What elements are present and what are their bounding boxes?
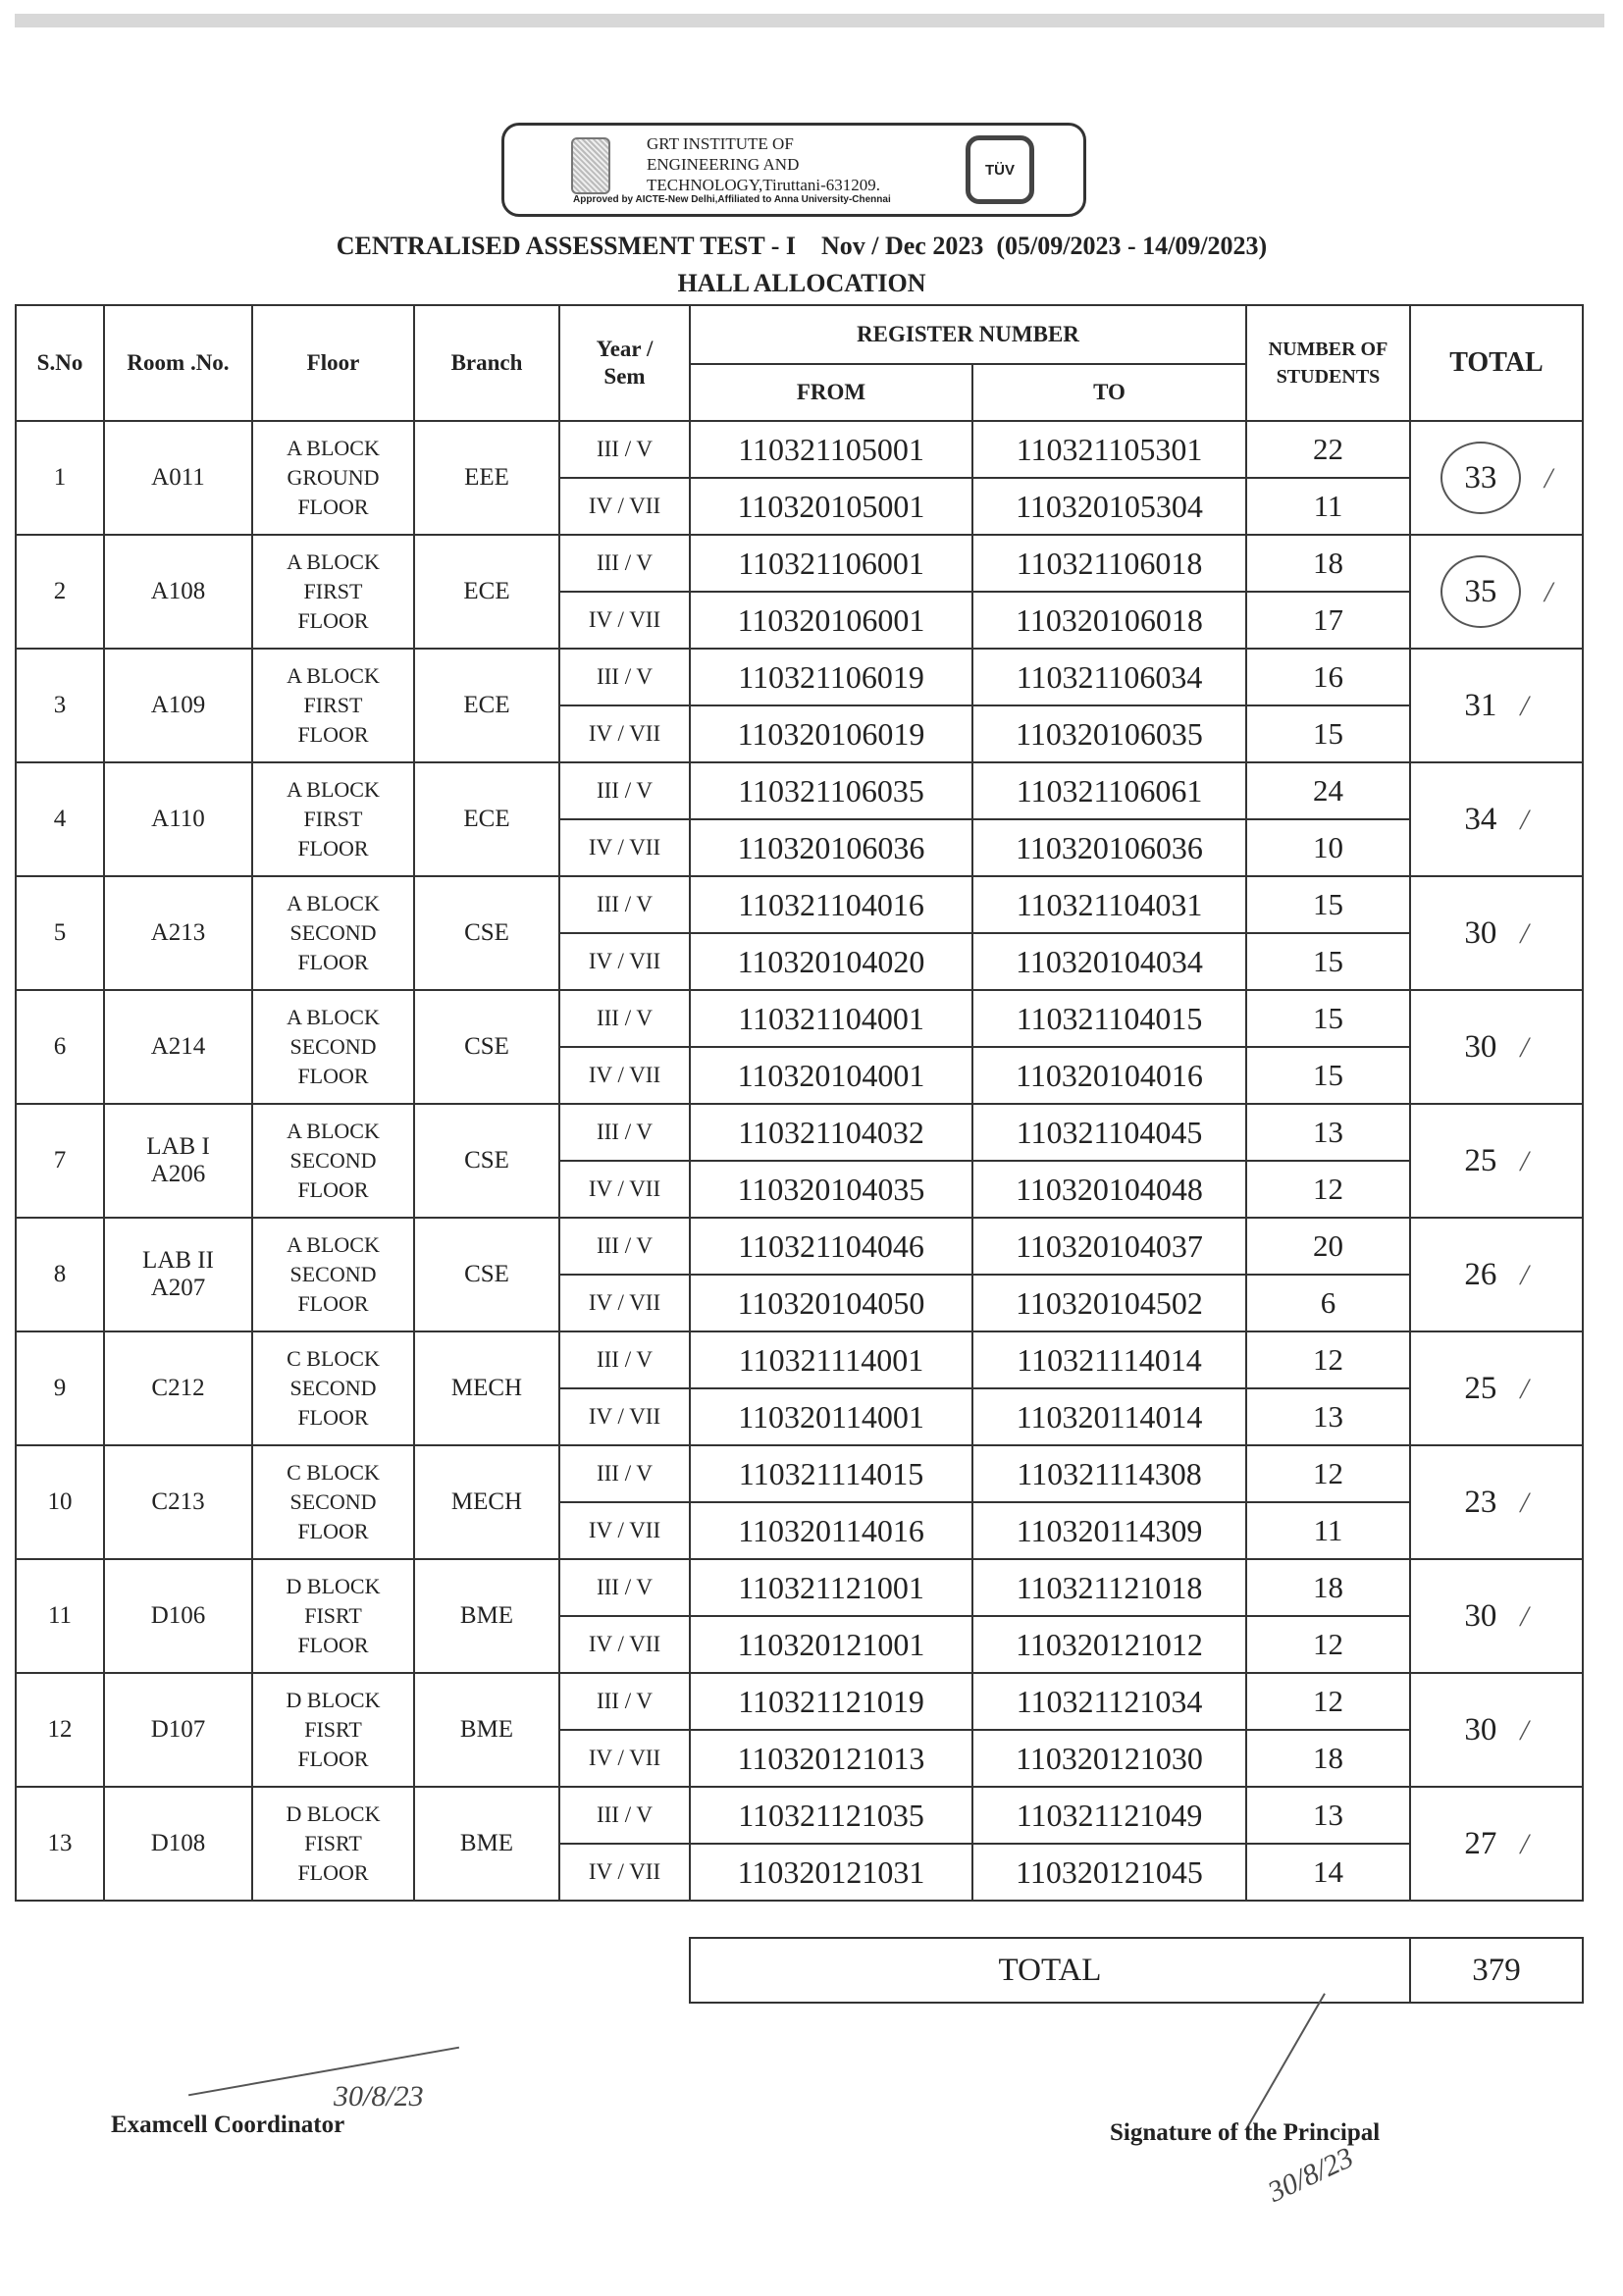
register-from-cell: 110321114001 xyxy=(690,1331,972,1388)
register-from-cell: 110321104032 xyxy=(690,1104,972,1161)
room-cell: C212 xyxy=(104,1331,252,1445)
register-from-cell: 110320104001 xyxy=(690,1047,972,1104)
room-total-cell xyxy=(1410,1218,1583,1331)
year-sem-cell: IV / VII xyxy=(559,1844,690,1901)
year-sem-cell: IV / VII xyxy=(559,1616,690,1673)
register-to-cell: 110321105301 xyxy=(972,421,1246,478)
register-from-cell: 110321121001 xyxy=(690,1559,972,1616)
room-total-value: 35 xyxy=(1440,555,1521,628)
year-sem-cell: III / V xyxy=(559,762,690,819)
year-sem-cell: III / V xyxy=(559,1445,690,1502)
register-from-cell: 110320104035 xyxy=(690,1161,972,1218)
register-to-cell: 110321106061 xyxy=(972,762,1246,819)
table-row xyxy=(16,1104,1583,1161)
register-to-cell: 110320114014 xyxy=(972,1388,1246,1445)
room-cell: A110 xyxy=(104,762,252,876)
register-from-cell: 110321105001 xyxy=(690,421,972,478)
year-sem-cell: IV / VII xyxy=(559,1275,690,1331)
student-count-cell: 6 xyxy=(1246,1275,1410,1331)
year-sem-cell: III / V xyxy=(559,1787,690,1844)
sno-cell: 5 xyxy=(16,876,104,990)
register-from-cell: 110320104020 xyxy=(690,933,972,990)
student-count-cell: 12 xyxy=(1246,1445,1410,1502)
room-total-value: 26 xyxy=(1464,1256,1497,1292)
grand-total-table xyxy=(689,1937,1584,2004)
room-total-cell xyxy=(1410,1787,1583,1901)
check-mark-icon: / xyxy=(1520,1827,1529,1860)
check-mark-icon: / xyxy=(1544,576,1553,608)
sno-cell: 1 xyxy=(16,421,104,535)
room-total-value: 30 xyxy=(1464,914,1497,951)
floor-cell: D BLOCK FISRT FLOOR xyxy=(252,1787,414,1901)
header-year-sem: Year / Sem xyxy=(559,305,690,421)
register-to-cell: 110321114014 xyxy=(972,1331,1246,1388)
register-to-cell: 110320104034 xyxy=(972,933,1246,990)
year-sem-cell: IV / VII xyxy=(559,1502,690,1559)
floor-cell: A BLOCK GROUND FLOOR xyxy=(252,421,414,535)
room-total-cell xyxy=(1410,990,1583,1104)
student-count-cell: 12 xyxy=(1246,1616,1410,1673)
register-to-cell: 110321104015 xyxy=(972,990,1246,1047)
register-to-cell: 110320121012 xyxy=(972,1616,1246,1673)
student-count-cell: 15 xyxy=(1246,876,1410,933)
room-total-cell xyxy=(1410,649,1583,762)
student-count-cell: 15 xyxy=(1246,990,1410,1047)
student-count-cell: 13 xyxy=(1246,1388,1410,1445)
year-sem-cell: IV / VII xyxy=(559,1047,690,1104)
check-mark-icon: / xyxy=(1520,689,1529,722)
student-count-cell: 20 xyxy=(1246,1218,1410,1275)
floor-cell: A BLOCK SECOND FLOOR xyxy=(252,990,414,1104)
year-sem-cell: III / V xyxy=(559,990,690,1047)
room-cell: A214 xyxy=(104,990,252,1104)
table-row xyxy=(16,1218,1583,1275)
room-total-value: 25 xyxy=(1464,1370,1497,1406)
register-from-cell: 110320106001 xyxy=(690,592,972,649)
coordinator-date: 30/8/23 xyxy=(334,2080,424,2113)
room-cell: A213 xyxy=(104,876,252,990)
table-row xyxy=(16,876,1583,933)
header-register-number: REGISTER NUMBER xyxy=(690,305,1246,364)
table-row xyxy=(16,535,1583,592)
name-line: ENGINEERING AND xyxy=(647,155,800,174)
check-mark-icon: / xyxy=(1520,1713,1529,1747)
principal-date: 30/8/23 xyxy=(1263,2141,1359,2209)
room-total-value: 30 xyxy=(1464,1597,1497,1634)
branch-cell: MECH xyxy=(414,1445,559,1559)
room-total-cell xyxy=(1410,1445,1583,1559)
room-total-cell xyxy=(1410,876,1583,990)
student-count-cell: 12 xyxy=(1246,1161,1410,1218)
register-from-cell: 110320121013 xyxy=(690,1730,972,1787)
year-sem-cell: IV / VII xyxy=(559,1161,690,1218)
register-to-cell: 110321121049 xyxy=(972,1787,1246,1844)
year-sem-cell: III / V xyxy=(559,421,690,478)
register-to-cell: 110320104048 xyxy=(972,1161,1246,1218)
floor-cell: A BLOCK SECOND FLOOR xyxy=(252,876,414,990)
branch-cell: CSE xyxy=(414,876,559,990)
sno-cell: 9 xyxy=(16,1331,104,1445)
hall-allocation-table xyxy=(15,304,1584,1902)
year-sem-cell: III / V xyxy=(559,535,690,592)
register-from-cell: 110321104046 xyxy=(690,1218,972,1275)
principal-label: Signature of the Principal xyxy=(1110,2119,1381,2146)
room-cell: A109 xyxy=(104,649,252,762)
room-cell: D107 xyxy=(104,1673,252,1787)
branch-cell: BME xyxy=(414,1559,559,1673)
room-cell: A011 xyxy=(104,421,252,535)
header-floor: Floor xyxy=(252,305,414,421)
room-total-cell xyxy=(1410,421,1583,535)
room-total-value: 33 xyxy=(1440,442,1521,514)
table-row xyxy=(16,421,1583,478)
year-sem-cell: IV / VII xyxy=(559,933,690,990)
header-from: FROM xyxy=(690,364,972,421)
sno-cell: 4 xyxy=(16,762,104,876)
sno-cell: 10 xyxy=(16,1445,104,1559)
floor-cell: A BLOCK FIRST FLOOR xyxy=(252,535,414,649)
check-mark-icon: / xyxy=(1520,1599,1529,1633)
check-mark-icon: / xyxy=(1520,1486,1529,1519)
register-from-cell: 110321106019 xyxy=(690,649,972,705)
student-count-cell: 10 xyxy=(1246,819,1410,876)
floor-cell: A BLOCK FIRST FLOOR xyxy=(252,762,414,876)
year-sem-cell: III / V xyxy=(559,876,690,933)
register-from-cell: 110321121019 xyxy=(690,1673,972,1730)
register-from-cell: 110321104016 xyxy=(690,876,972,933)
table-row xyxy=(16,1673,1583,1730)
room-total-value: 25 xyxy=(1464,1142,1497,1178)
name-line: GRT INSTITUTE OF xyxy=(647,134,794,153)
header-room: Room .No. xyxy=(104,305,252,421)
register-to-cell: 110320121030 xyxy=(972,1730,1246,1787)
student-count-cell: 16 xyxy=(1246,649,1410,705)
student-count-cell: 13 xyxy=(1246,1787,1410,1844)
room-cell: C213 xyxy=(104,1445,252,1559)
year-sem-cell: III / V xyxy=(559,1104,690,1161)
year-sem-cell: IV / VII xyxy=(559,1730,690,1787)
register-to-cell: 110321114308 xyxy=(972,1445,1246,1502)
year-sem-cell: IV / VII xyxy=(559,478,690,535)
room-cell: A108 xyxy=(104,535,252,649)
register-to-cell: 110321121018 xyxy=(972,1559,1246,1616)
year-sem-cell: III / V xyxy=(559,1331,690,1388)
year-sem-cell: III / V xyxy=(559,649,690,705)
year-sem-cell: III / V xyxy=(559,1673,690,1730)
room-total-value: 30 xyxy=(1464,1711,1497,1748)
branch-cell: ECE xyxy=(414,762,559,876)
document-subtitle: HALL ALLOCATION xyxy=(677,269,926,297)
register-from-cell: 110321114015 xyxy=(690,1445,972,1502)
room-cell: D106 xyxy=(104,1559,252,1673)
register-to-cell: 110321106018 xyxy=(972,535,1246,592)
name-line: TECHNOLOGY,Tiruttani-631209. xyxy=(647,176,881,194)
student-count-cell: 15 xyxy=(1246,705,1410,762)
year-sem-cell: III / V xyxy=(559,1559,690,1616)
room-total-value: 30 xyxy=(1464,1028,1497,1065)
sno-cell: 12 xyxy=(16,1673,104,1787)
table-row xyxy=(16,1331,1583,1388)
room-total-value: 31 xyxy=(1464,687,1497,723)
branch-cell: ECE xyxy=(414,649,559,762)
approval-text: Approved by AICTE-New Delhi,Affiliated to Anna University-Chennai xyxy=(573,194,891,205)
sno-cell: 2 xyxy=(16,535,104,649)
register-to-cell: 110321106034 xyxy=(972,649,1246,705)
year-sem-cell: IV / VII xyxy=(559,705,690,762)
room-total-value: 34 xyxy=(1464,801,1497,837)
check-mark-icon: / xyxy=(1520,1144,1529,1177)
register-from-cell: 110320114016 xyxy=(690,1502,972,1559)
room-total-cell xyxy=(1410,762,1583,876)
student-count-cell: 12 xyxy=(1246,1673,1410,1730)
year-sem-cell: IV / VII xyxy=(559,592,690,649)
student-count-cell: 14 xyxy=(1246,1844,1410,1901)
register-to-cell: 110320105304 xyxy=(972,478,1246,535)
room-cell: LAB I A206 xyxy=(104,1104,252,1218)
register-from-cell: 110321121035 xyxy=(690,1787,972,1844)
floor-cell: A BLOCK FIRST FLOOR xyxy=(252,649,414,762)
sno-cell: 11 xyxy=(16,1559,104,1673)
floor-cell: C BLOCK SECOND FLOOR xyxy=(252,1445,414,1559)
register-from-cell: 110321104001 xyxy=(690,990,972,1047)
sno-cell: 3 xyxy=(16,649,104,762)
register-to-cell: 110321104045 xyxy=(972,1104,1246,1161)
register-to-cell: 110320106036 xyxy=(972,819,1246,876)
student-count-cell: 24 xyxy=(1246,762,1410,819)
header-to: TO xyxy=(972,364,1246,421)
room-cell: LAB II A207 xyxy=(104,1218,252,1331)
student-count-cell: 22 xyxy=(1246,421,1410,478)
floor-cell: D BLOCK FISRT FLOOR xyxy=(252,1673,414,1787)
room-total-cell xyxy=(1410,535,1583,649)
header-branch: Branch xyxy=(414,305,559,421)
student-count-cell: 11 xyxy=(1246,1502,1410,1559)
room-total-cell xyxy=(1410,1559,1583,1673)
register-to-cell: 110321104031 xyxy=(972,876,1246,933)
branch-cell: BME xyxy=(414,1787,559,1901)
check-mark-icon: / xyxy=(1520,803,1529,836)
student-count-cell: 18 xyxy=(1246,1559,1410,1616)
grand-total-value: 379 xyxy=(1410,1938,1583,2003)
room-total-cell xyxy=(1410,1104,1583,1218)
room-total-cell xyxy=(1410,1331,1583,1445)
sno-cell: 7 xyxy=(16,1104,104,1218)
register-to-cell: 110320114309 xyxy=(972,1502,1246,1559)
register-to-cell: 110321121034 xyxy=(972,1673,1246,1730)
register-to-cell: 110320104016 xyxy=(972,1047,1246,1104)
student-count-cell: 17 xyxy=(1246,592,1410,649)
institution-header xyxy=(501,123,1086,217)
floor-cell: C BLOCK SECOND FLOOR xyxy=(252,1331,414,1445)
register-from-cell: 110320114001 xyxy=(690,1388,972,1445)
table-row xyxy=(16,1559,1583,1616)
branch-cell: MECH xyxy=(414,1331,559,1445)
branch-cell: CSE xyxy=(414,990,559,1104)
register-to-cell: 110320121045 xyxy=(972,1844,1246,1901)
register-from-cell: 110320104050 xyxy=(690,1275,972,1331)
table-row xyxy=(16,1445,1583,1502)
institution-name xyxy=(647,133,880,195)
check-mark-icon: / xyxy=(1544,462,1553,495)
sno-cell: 6 xyxy=(16,990,104,1104)
year-sem-cell: IV / VII xyxy=(559,819,690,876)
header-sno: S.No xyxy=(16,305,104,421)
floor-cell: D BLOCK FISRT FLOOR xyxy=(252,1559,414,1673)
branch-cell: EEE xyxy=(414,421,559,535)
check-mark-icon: / xyxy=(1520,916,1529,950)
register-to-cell: 110320106035 xyxy=(972,705,1246,762)
crest-logo-icon xyxy=(571,137,610,194)
header-total: TOTAL xyxy=(1410,305,1583,421)
student-count-cell: 12 xyxy=(1246,1331,1410,1388)
student-count-cell: 15 xyxy=(1246,933,1410,990)
student-count-cell: 11 xyxy=(1246,478,1410,535)
check-mark-icon: / xyxy=(1520,1372,1529,1405)
check-mark-icon: / xyxy=(1520,1030,1529,1064)
room-total-value: 27 xyxy=(1464,1825,1497,1861)
register-from-cell: 110320106019 xyxy=(690,705,972,762)
sno-cell: 8 xyxy=(16,1218,104,1331)
floor-cell: A BLOCK SECOND FLOOR xyxy=(252,1104,414,1218)
certification-badge-icon: TÜV xyxy=(966,135,1034,204)
branch-cell: BME xyxy=(414,1673,559,1787)
year-sem-cell: III / V xyxy=(559,1218,690,1275)
document-title: CENTRALISED ASSESSMENT TEST - I Nov / Dec 2023 (05/09/2023 - 14/09/2023) xyxy=(336,232,1268,260)
sno-cell: 13 xyxy=(16,1787,104,1901)
table-row xyxy=(16,990,1583,1047)
register-from-cell: 110321106001 xyxy=(690,535,972,592)
table-row xyxy=(16,762,1583,819)
branch-cell: CSE xyxy=(414,1218,559,1331)
principal-signature-icon xyxy=(1245,1993,1326,2130)
register-to-cell: 110320104502 xyxy=(972,1275,1246,1331)
register-to-cell: 110320104037 xyxy=(972,1218,1246,1275)
scan-edge-bar xyxy=(15,14,1604,27)
student-count-cell: 15 xyxy=(1246,1047,1410,1104)
table-row xyxy=(16,1787,1583,1844)
register-from-cell: 110321106035 xyxy=(690,762,972,819)
register-from-cell: 110320121001 xyxy=(690,1616,972,1673)
register-from-cell: 110320105001 xyxy=(690,478,972,535)
student-count-cell: 18 xyxy=(1246,535,1410,592)
student-count-cell: 13 xyxy=(1246,1104,1410,1161)
year-sem-cell: IV / VII xyxy=(559,1388,690,1445)
room-total-cell xyxy=(1410,1673,1583,1787)
coordinator-label: Examcell Coordinator xyxy=(111,2112,345,2138)
register-from-cell: 110320106036 xyxy=(690,819,972,876)
room-total-value: 23 xyxy=(1464,1484,1497,1520)
table-row xyxy=(16,649,1583,705)
register-from-cell: 110320121031 xyxy=(690,1844,972,1901)
branch-cell: ECE xyxy=(414,535,559,649)
grand-total-label: TOTAL xyxy=(690,1938,1410,2003)
branch-cell: CSE xyxy=(414,1104,559,1218)
register-to-cell: 110320106018 xyxy=(972,592,1246,649)
check-mark-icon: / xyxy=(1520,1258,1529,1291)
header-number-of-students: NUMBER OF STUDENTS xyxy=(1246,305,1410,421)
floor-cell: A BLOCK SECOND FLOOR xyxy=(252,1218,414,1331)
room-cell: D108 xyxy=(104,1787,252,1901)
student-count-cell: 18 xyxy=(1246,1730,1410,1787)
